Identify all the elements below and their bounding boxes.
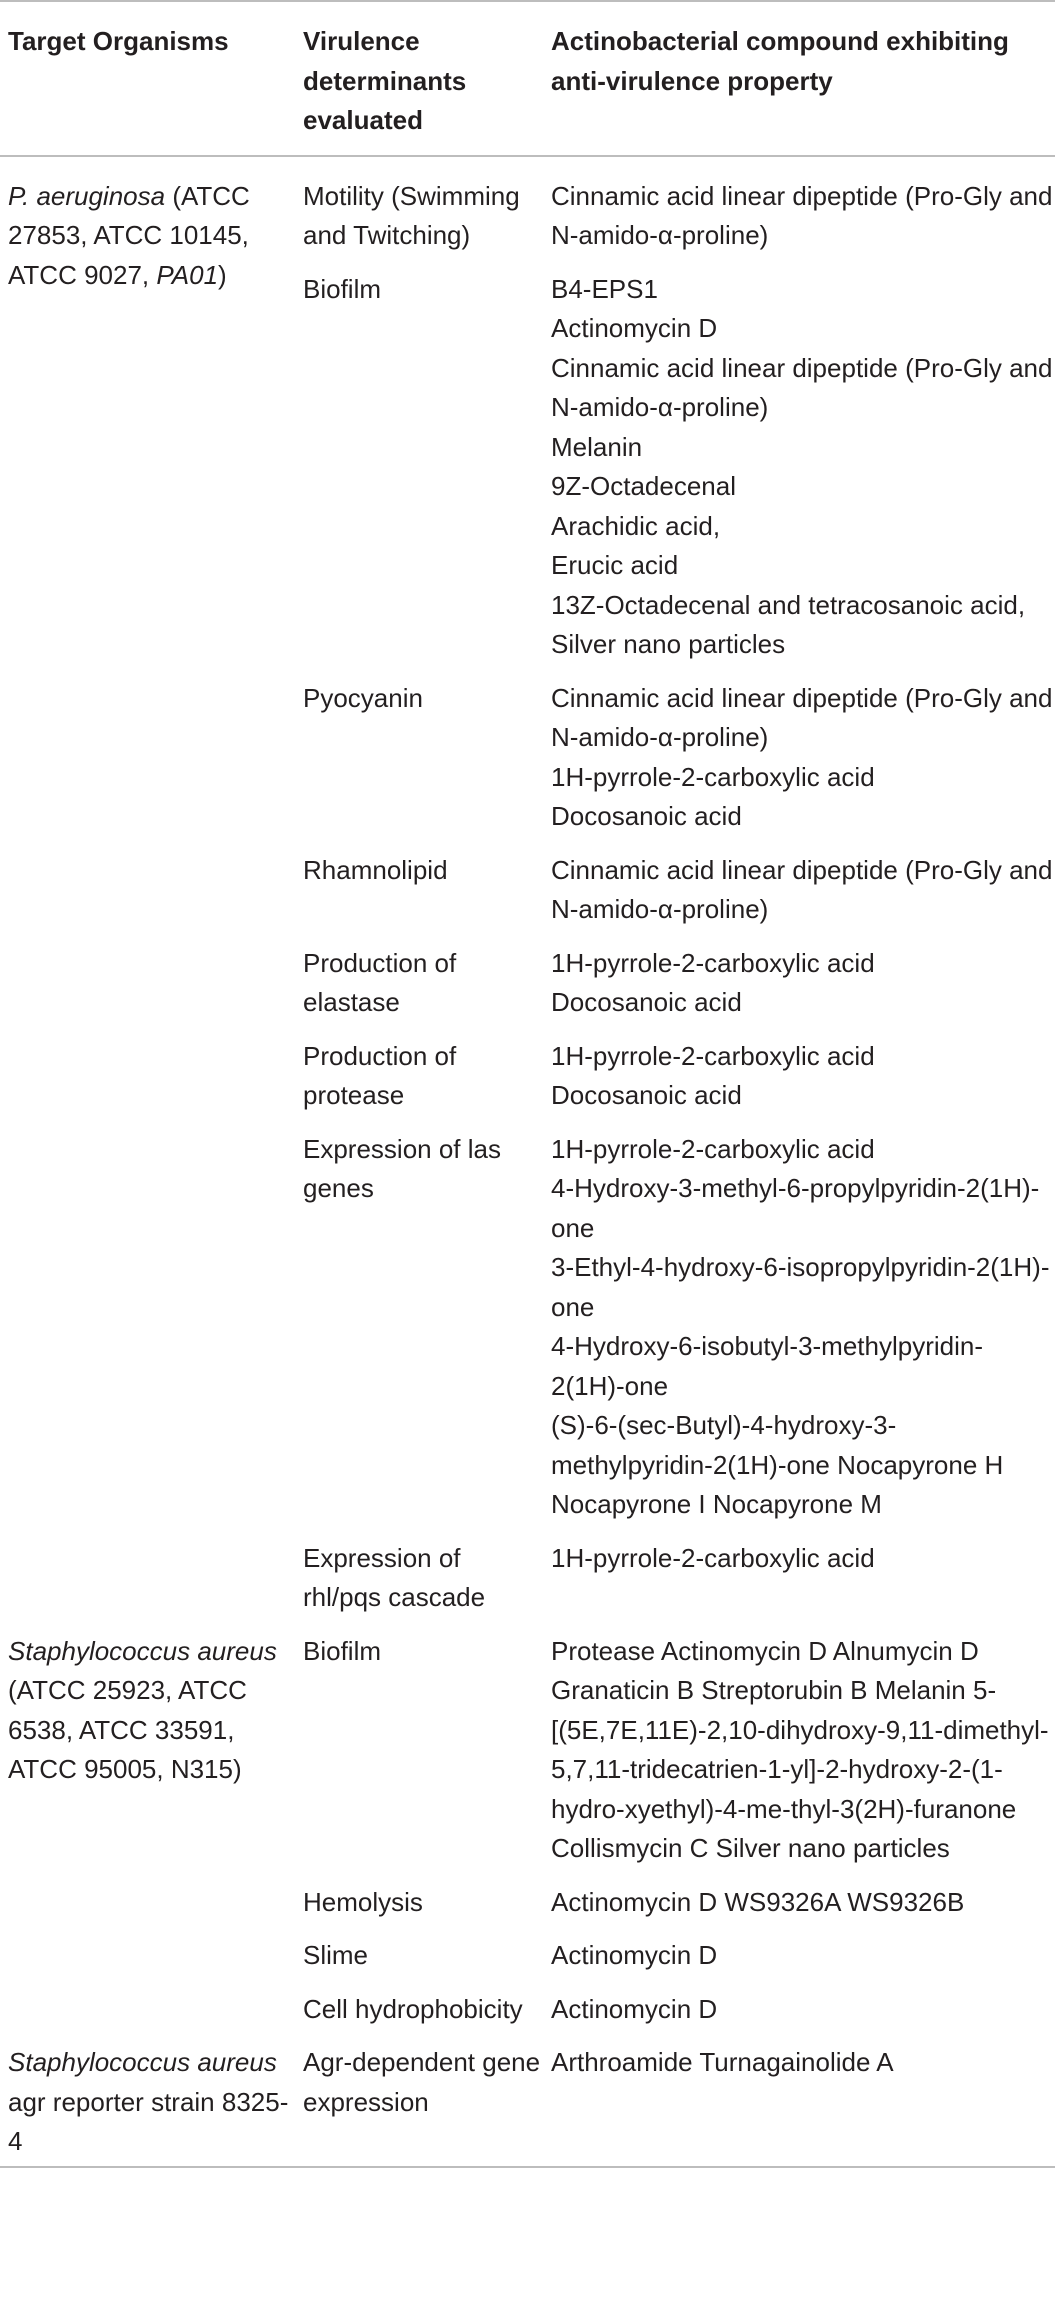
compound-cell <box>543 1930 1055 1984</box>
table-body <box>0 156 1055 2167</box>
virulence-determinant-cell: Cell hydrophobicity <box>303 1993 523 2024</box>
compound-cell <box>543 938 1055 1031</box>
compound-name: Arthroamide Turnagainolide A <box>551 2047 894 2077</box>
compound-name: 9Z-Octadecenal <box>551 471 736 501</box>
compound-cell <box>543 1533 1055 1626</box>
compound-cell <box>543 1626 1055 1877</box>
target-organism-cell <box>0 2037 295 2167</box>
compound-cell <box>543 845 1055 938</box>
virulence-determinant-cell: Rhamnolipid <box>303 854 448 885</box>
table-row <box>0 1626 1055 1877</box>
organism-name: P. aeruginosa <box>8 180 166 211</box>
compound-name: Silver nano particles <box>551 629 786 659</box>
compound-name: 13Z-Octadecenal and tetracosanoic acid, <box>551 589 1026 620</box>
virulence-determinant-cell: Biofilm <box>303 1635 382 1666</box>
organism-strain: PA01 <box>156 259 219 290</box>
compound-name: Arachidic acid, <box>551 510 721 541</box>
compound-name: Cinnamic acid linear dipeptide (Pro-Gly and N-amido-α-proline) <box>551 682 1053 752</box>
compound-name: 4-Hydroxy-3-methyl-6-propylpyridin-2(1H)-one <box>551 1173 1040 1243</box>
compound-name: Actinomycin D <box>551 1993 718 2024</box>
virulence-determinant-cell: Slime <box>303 1940 369 1970</box>
organism-detail-close: ) <box>218 259 227 290</box>
target-organism-cell <box>0 156 295 1626</box>
compound-name: (S)-6-(sec-Butyl)-4-hydroxy-3-methylpyridin-2(1H)-one Nocapyrone H Nocapyrone I Nocapyrone M <box>551 1410 1004 1519</box>
virulence-determinant-cell: Hemolysis <box>303 1886 423 1917</box>
organism-name: Staphylococcus aureus <box>8 1635 277 1666</box>
compound-cell <box>543 1031 1055 1124</box>
organism-name: Staphylococcus aureus <box>8 2047 277 2077</box>
compound-cell <box>543 1984 1055 2038</box>
table-row <box>0 156 1055 264</box>
compound-name: Docosanoic acid <box>551 1080 742 1110</box>
compound-name: 1H-pyrrole-2-carboxylic acid <box>551 947 875 978</box>
compound-name: Docosanoic acid <box>551 801 742 831</box>
compound-name: Actinomycin D WS9326A WS9326B <box>551 1886 965 1917</box>
header-row <box>0 1 1055 156</box>
header-virulence-determinants: Virulence determinants evaluated <box>295 1 543 156</box>
compound-name: 1H-pyrrole-2-carboxylic acid <box>551 1133 875 1164</box>
compound-name: Melanin <box>551 431 643 462</box>
compound-name: 3-Ethyl-4-hydroxy-6-isopropylpyridin-2(1H)-one <box>551 1252 1050 1322</box>
compound-name: Cinnamic acid linear dipeptide (Pro-Gly and N-amido-α-proline) <box>551 352 1053 422</box>
compound-cell <box>543 673 1055 845</box>
virulence-determinant-cell: Production of protease <box>303 1040 457 1110</box>
compound-name: Cinnamic acid linear dipeptide (Pro-Gly and N-amido-α-proline) <box>551 180 1053 250</box>
compound-name: Actinomycin D <box>551 1940 718 1970</box>
header-target-organisms: Target Organisms <box>0 1 295 156</box>
compound-name: Erucic acid <box>551 550 679 580</box>
virulence-determinant-cell: Agr-dependent gene expression <box>295 2037 543 2167</box>
organism-detail: agr reporter strain 8325-4 <box>8 2086 289 2156</box>
compound-cell <box>543 1124 1055 1533</box>
compound-cell <box>543 2037 1055 2167</box>
organism-detail: (ATCC 27853, ATCC 10145, ATCC 9027, <box>8 180 250 290</box>
compound-name: Docosanoic acid <box>551 987 742 1017</box>
compound-name: Cinnamic acid linear dipeptide (Pro-Gly and N-amido-α-proline) <box>551 854 1053 924</box>
compound-cell <box>543 264 1055 673</box>
virulence-determinant-cell: Biofilm <box>303 273 382 304</box>
compound-name: Actinomycin D <box>551 313 718 343</box>
target-organism-cell <box>0 1626 295 2038</box>
compound-cell <box>543 156 1055 264</box>
virulence-determinant-cell: Motility (Swimming and Twitching) <box>303 180 520 250</box>
organism-detail: (ATCC 25923, ATCC 6538, ATCC 33591, ATCC 95005, N315) <box>8 1675 247 1784</box>
compound-cell <box>543 1877 1055 1931</box>
table-row <box>0 2037 1055 2167</box>
header-compound: Actinobacterial compound exhibiting anti-virulence property <box>543 1 1055 156</box>
compound-name: 1H-pyrrole-2-carboxylic acid <box>551 1542 875 1573</box>
virulence-determinant-cell: Pyocyanin <box>303 682 423 713</box>
compound-name: 4-Hydroxy-6-isobutyl-3-methylpyridin-2(1H)-one <box>551 1331 984 1401</box>
compound-name: 1H-pyrrole-2-carboxylic acid <box>551 1040 875 1071</box>
virulence-determinant-cell: Expression of las genes <box>303 1133 501 1203</box>
virulence-determinant-cell: Production of elastase <box>303 947 457 1017</box>
compound-name: 1H-pyrrole-2-carboxylic acid <box>551 761 875 792</box>
compound-name: Protease Actinomycin D Alnumycin D Granaticin B Streptorubin B Melanin 5-[(5E,7E,11E)-2,10-dihydroxy-9,11-dimethyl-5,7,11-tridecatrien-1-yl]-2-hydroxy-2-(1-hydro-xyethyl)-4-me-thyl-3(2H)-furanone Collismycin C Silver nano particles <box>551 1635 1049 1863</box>
compound-name: B4-EPS1 <box>551 273 658 304</box>
virulence-determinant-cell: Expression of rhl/pqs cascade <box>303 1542 486 1612</box>
